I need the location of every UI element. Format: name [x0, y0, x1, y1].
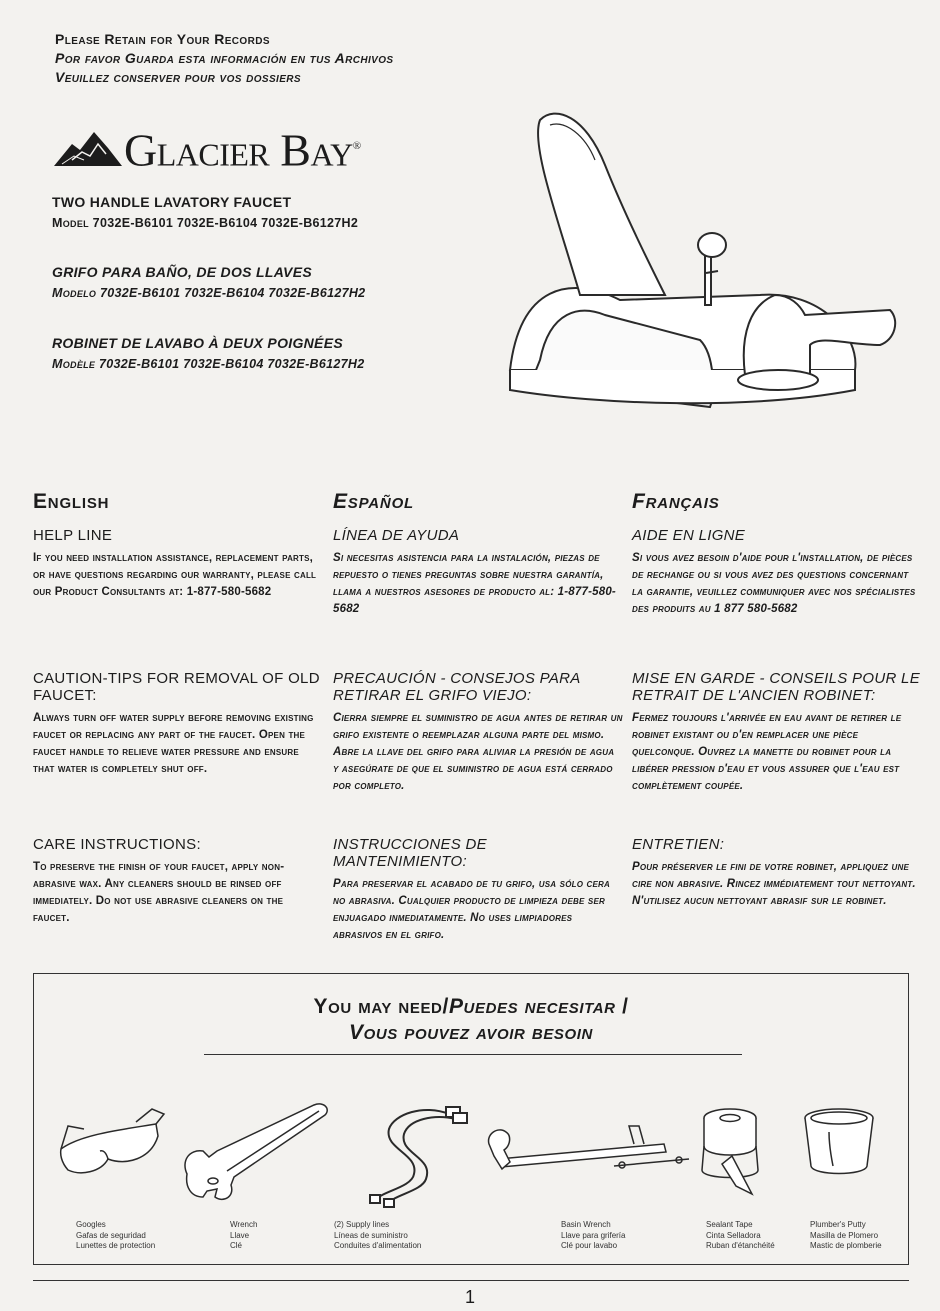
help-title-es: LÍNEA DE AYUDA — [333, 527, 460, 544]
tool-en: Basin Wrench — [561, 1220, 611, 1229]
caution-title-en: CAUTION-TIPS FOR REMOVAL OF OLD FAUCET: — [33, 670, 320, 704]
wrench-icon — [179, 1099, 339, 1204]
care-es — [333, 836, 623, 944]
tool-label-plumbers-putty — [810, 1220, 882, 1252]
tool-fr: Mastic de plomberie — [810, 1241, 882, 1250]
caution-title-fr: MISE EN GARDE - CONSEILS POUR LE RETRAIT DE L'ANCIEN ROBINET: — [632, 670, 920, 704]
product-model-en: Model 7032E-B6101 7032E-B6104 7032E-B6127H2 — [52, 216, 359, 230]
tool-en: Wrench — [230, 1220, 258, 1229]
tool-en: (2) Supply lines — [334, 1220, 390, 1229]
care-fr — [632, 836, 922, 910]
need-sep-2: / — [622, 995, 629, 1018]
tools-needed-title — [34, 994, 908, 1046]
care-text-en: To preserve the finish of your faucet, apply non-abrasive wax. Any cleaners should be rinsed off immediately. Do not use abrasive cleaners on the faucet. — [33, 861, 285, 924]
tool-es: Llave para grifería — [561, 1230, 626, 1240]
tool-fr: Clé — [230, 1241, 243, 1250]
product-model-fr: Modèle 7032E-B6101 7032E-B6104 7032E-B6127H2 — [52, 357, 365, 371]
tool-en: Googles — [76, 1220, 106, 1229]
basin-wrench-icon — [484, 1114, 694, 1194]
tool-es: Gafas de seguridad — [76, 1230, 146, 1240]
help-title-en: HELP LINE — [33, 527, 113, 544]
care-text-es: Para preservar el acabado de tu grifo, usa sólo cera no abrasiva. Cualquier producto de limpieza debe ser enjuagado inmediatamente. No uses limpiadores abrasivos en el grifo. — [333, 878, 610, 941]
need-title-en: You may need — [313, 995, 443, 1018]
english-column — [33, 490, 323, 924]
footer-rule — [33, 1280, 909, 1281]
tool-label-sealant-tape — [706, 1220, 775, 1252]
tools-needed-box — [33, 973, 909, 1265]
care-title-es: INSTRUCCIONES DE MANTENIMIENTO: — [333, 836, 487, 870]
faucet-illustration — [500, 105, 900, 430]
lang-heading-en: English — [33, 490, 110, 513]
help-line-fr — [632, 527, 922, 618]
caution-en — [33, 670, 323, 778]
need-title-fr: Vous pouvez avoir besoin — [349, 1021, 593, 1044]
goggles-icon — [56, 1104, 166, 1184]
tool-en: Plumber's Putty — [810, 1220, 866, 1229]
page-number: 1 — [464, 1287, 475, 1307]
tool-es: Masilla de Plomero — [810, 1230, 879, 1240]
tool-fr: Clé pour lavabo — [561, 1241, 618, 1250]
caution-title-es: PRECAUCIÓN - CONSEJOS PARA RETIRAR EL GRIFO VIEJO: — [333, 670, 581, 704]
help-text-en: If you need installation assistance, replacement parts, or have questions regarding our warranty, please call our Product Consultants at: 1-877-580-5682 — [33, 552, 317, 598]
brand-name: Glacier Bay® — [124, 124, 361, 176]
retain-records-notice — [55, 30, 394, 87]
tools-title-rule — [204, 1054, 742, 1055]
mountain-icon — [52, 130, 124, 168]
care-text-fr: Pour préserver le fini de votre robinet, appliquez une cire non abrasive. Rincez immédiatement tout nettoyant. N'utilisez aucun nettoyant abrasif sur le robinet. — [632, 861, 916, 907]
caution-fr — [632, 670, 922, 795]
tool-en: Sealant Tape — [706, 1220, 753, 1229]
need-title-es: Puedes necesitar — [448, 995, 616, 1018]
tool-label-basin-wrench — [561, 1220, 625, 1252]
tool-label-supply-lines — [334, 1220, 421, 1252]
product-title-es: GRIFO PARA BAÑO, DE DOS LLAVES — [52, 264, 312, 280]
caution-text-es: Cierra siempre el suministro de agua antes de retirar un grifo existente o reemplazar alguna parte del mismo. Abre la llave del grifo para aliviar la presión de agua y asegúrate de que el suministro de agua está cerrado por completo. — [333, 712, 623, 792]
help-line-en — [33, 527, 323, 601]
french-column — [632, 490, 922, 907]
product-title-en: TWO HANDLE LAVATORY FAUCET — [52, 194, 292, 210]
registered-mark: ® — [352, 140, 361, 152]
tool-es: Líneas de suministro — [334, 1230, 408, 1240]
help-title-fr: AIDE EN LIGNE — [632, 527, 746, 544]
sealant-tape-icon — [692, 1104, 772, 1199]
lang-heading-fr: Français — [632, 490, 720, 513]
plumbers-putty-icon — [799, 1104, 879, 1184]
retain-es: Por favor Guarda esta información en tus Archivos — [55, 50, 394, 66]
lang-heading-es: Español — [333, 490, 414, 513]
care-title-fr: ENTRETIEN: — [632, 836, 725, 853]
caution-es — [333, 670, 623, 795]
product-title-fr: ROBINET DE LAVABO À DEUX POIGNÉES — [52, 335, 343, 351]
tool-label-goggles — [76, 1220, 155, 1252]
care-title-en: CARE INSTRUCTIONS: — [33, 836, 201, 853]
tool-fr: Ruban d'étanchéité — [706, 1241, 775, 1250]
tool-label-wrench — [230, 1220, 257, 1252]
care-en — [33, 836, 323, 927]
tool-es: Llave — [230, 1230, 250, 1240]
retain-en: Please Retain for Your Records — [55, 31, 270, 47]
caution-text-fr: Fermez toujours l'arrivée en eau avant de retirer le robinet existant ou d'en remplacer une pièce quelconque. Ouvrez la manette du robinet pour la libérer pression d'eau et vous assurer que l'eau est complètement coupée. — [632, 712, 902, 792]
help-text-es: Si necesitas asistencia para la instalación, piezas de repuesto o tienes preguntas sobre nuestra garantía, llama a nuestros asesores de producto al: 1-877-580-5682 — [333, 552, 616, 615]
spanish-column — [333, 490, 623, 941]
help-text-fr: Si vous avez besoin d'aide pour l'installation, de pièces de rechange ou si vous avez des questions concernant la garantie, veuillez communiquer avec nos spécialistes des produits au 1 877 580-5682 — [632, 552, 916, 615]
tool-fr: Conduites d'alimentation — [334, 1241, 422, 1250]
retain-fr: Veuillez conserver pour vos dossiers — [55, 69, 301, 85]
need-sep-1: / — [442, 995, 449, 1018]
tool-fr: Lunettes de protection — [76, 1241, 156, 1250]
caution-text-en: Always turn off water supply before removing existing faucet or replacing any part of the faucet. Open the faucet handle to relieve water pressure and ensure that water is completely shut off. — [33, 712, 314, 775]
product-model-es: Modelo 7032E-B6101 7032E-B6104 7032E-B6127H2 — [52, 286, 366, 300]
help-line-es — [333, 527, 623, 618]
supply-lines-icon — [364, 1099, 479, 1209]
tool-es: Cinta Selladora — [706, 1230, 761, 1240]
